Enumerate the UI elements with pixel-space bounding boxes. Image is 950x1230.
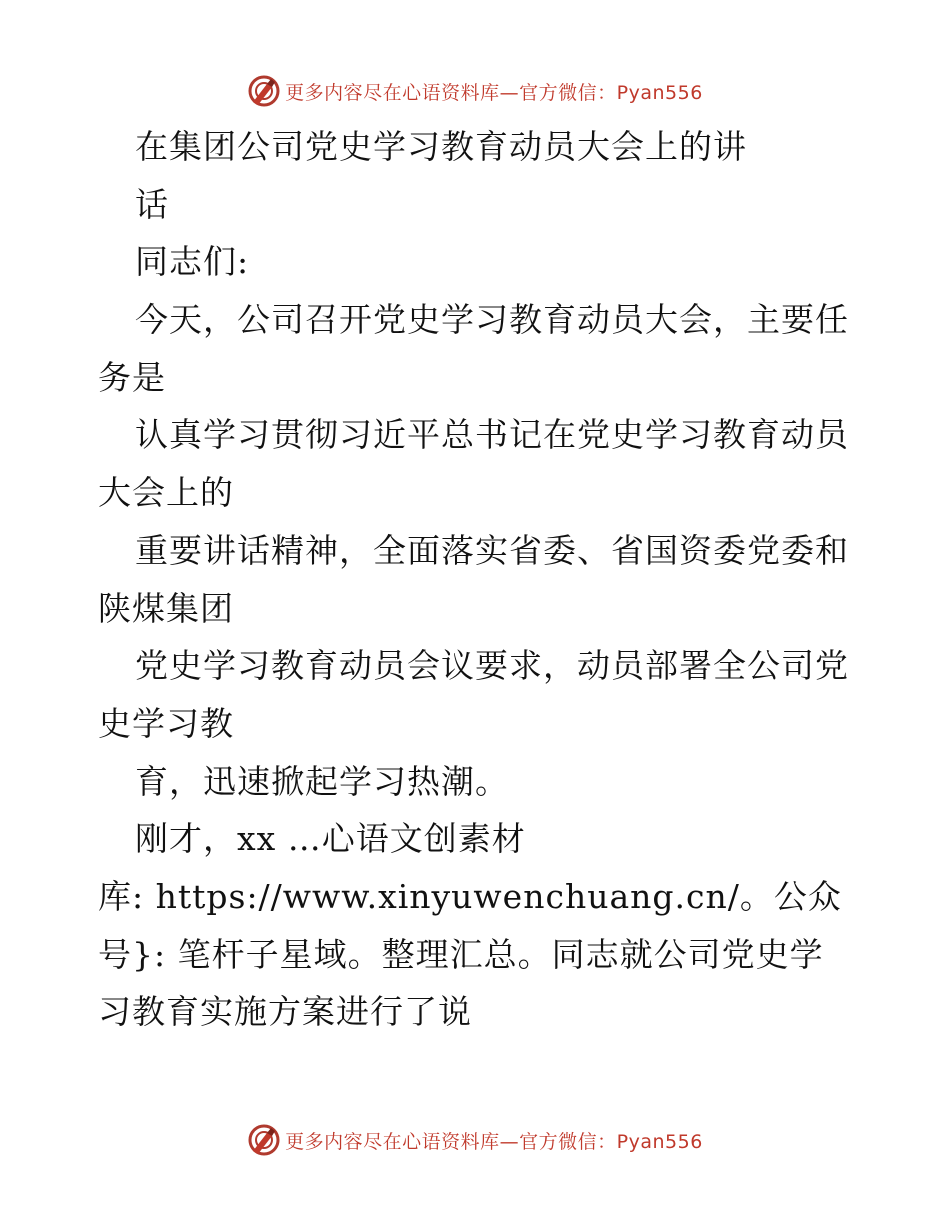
doc-line: 重要讲话精神，全面落实省委、省国资委党委和 [135,530,849,570]
doc-line: 史学习教 [98,703,234,743]
pen-seal-icon [247,74,281,108]
doc-line: 库: https://www.xinyuwenchuang.cn/。公众 [98,876,842,916]
doc-line: 大会上的 [98,473,234,513]
doc-title-line: 话 [135,184,169,224]
doc-line: 党史学习教育动员会议要求，动员部署全公司党 [135,646,849,686]
doc-line: 号}: 笔杆子星域。整理汇总。同志就公司党史学 [98,934,824,974]
doc-line: 陕煤集团 [98,588,234,628]
doc-line: 务是 [98,357,166,397]
banner-text: 更多内容尽在心语资料库—官方微信：Pyan556 [285,81,703,104]
doc-line: 认真学习贯彻习近平总书记在党史学习教育动员 [135,415,849,455]
doc-line: 今天，公司召开党史学习教育动员大会，主要任 [135,300,849,340]
doc-salutation: 同志们: [135,242,250,282]
doc-title-line: 在集团公司党史学习教育动员大会上的讲 [135,127,747,166]
document-body [98,118,858,1041]
pen-seal-icon [247,1123,281,1157]
doc-line: 刚才，xx …心语文创素材 [135,819,526,859]
doc-line: 育，迅速掀起学习热潮。 [135,761,509,801]
doc-line: 习教育实施方案进行了说 [98,992,472,1032]
header-banner [0,69,950,113]
banner-text: 更多内容尽在心语资料库—官方微信：Pyan556 [285,1130,703,1153]
footer-banner [0,1118,950,1162]
